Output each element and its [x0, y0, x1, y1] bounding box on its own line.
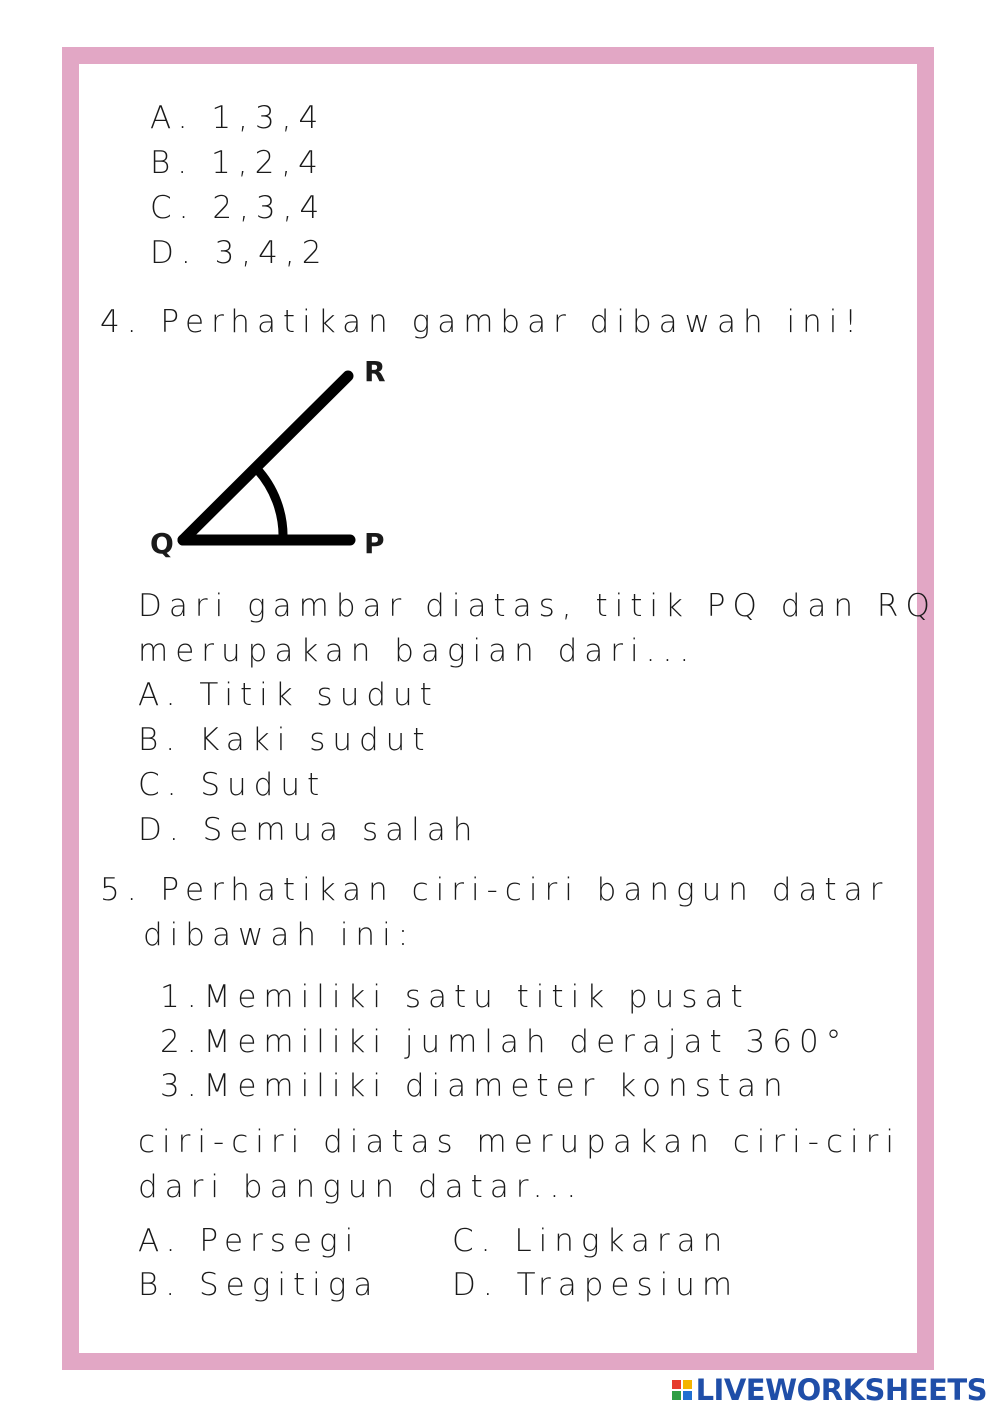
q5-option-a[interactable]: A. Persegi: [138, 1223, 361, 1259]
q5-item-1: 1.Memiliki satu titik pusat: [160, 979, 750, 1015]
point-r-label: R: [364, 355, 386, 388]
q4-text-line2: merupakan bagian dari...: [138, 633, 697, 669]
q5-option-b[interactable]: B. Segitiga: [138, 1267, 380, 1303]
liveworksheets-logo-icon: [672, 1380, 692, 1400]
q5-option-d[interactable]: D. Trapesium: [452, 1267, 740, 1303]
point-q-label: Q: [150, 527, 174, 560]
q3-option-a[interactable]: A. 1,3,4: [150, 100, 326, 136]
q4-option-c[interactable]: C. Sudut: [138, 767, 327, 803]
q5-prompt-line2: dibawah ini:: [143, 917, 416, 953]
q4-option-d[interactable]: D. Semua salah: [138, 812, 480, 848]
q5-item-2: 2.Memiliki jumlah derajat 360°: [160, 1024, 849, 1060]
q4-text-line1: Dari gambar diatas, titik PQ dan RQ: [138, 588, 937, 624]
q5-item-3: 3.Memiliki diameter konstan: [160, 1068, 790, 1104]
q5-text-line2: dari bangun datar...: [138, 1169, 584, 1205]
q3-option-b[interactable]: B. 1,2,4: [150, 145, 325, 181]
q4-option-b[interactable]: B. Kaki sudut: [138, 722, 432, 758]
angle-diagram: [140, 350, 370, 560]
q5-option-c[interactable]: C. Lingkaran: [452, 1223, 730, 1259]
q3-option-d[interactable]: D. 3,4,2: [150, 235, 329, 271]
q3-option-c[interactable]: C. 2,3,4: [150, 190, 327, 226]
q5-prompt-line1: 5. Perhatikan ciri-ciri bangun datar: [100, 872, 890, 908]
brand-name: LIVEWORKSHEETS: [695, 1373, 987, 1407]
q4-prompt: 4. Perhatikan gambar dibawah ini!: [100, 304, 864, 340]
q4-option-a[interactable]: A. Titik sudut: [138, 677, 439, 713]
q5-text-line1: ciri-ciri diatas merupakan ciri-ciri: [138, 1124, 901, 1160]
liveworksheets-brand: [672, 1373, 987, 1407]
point-p-label: P: [364, 527, 385, 560]
